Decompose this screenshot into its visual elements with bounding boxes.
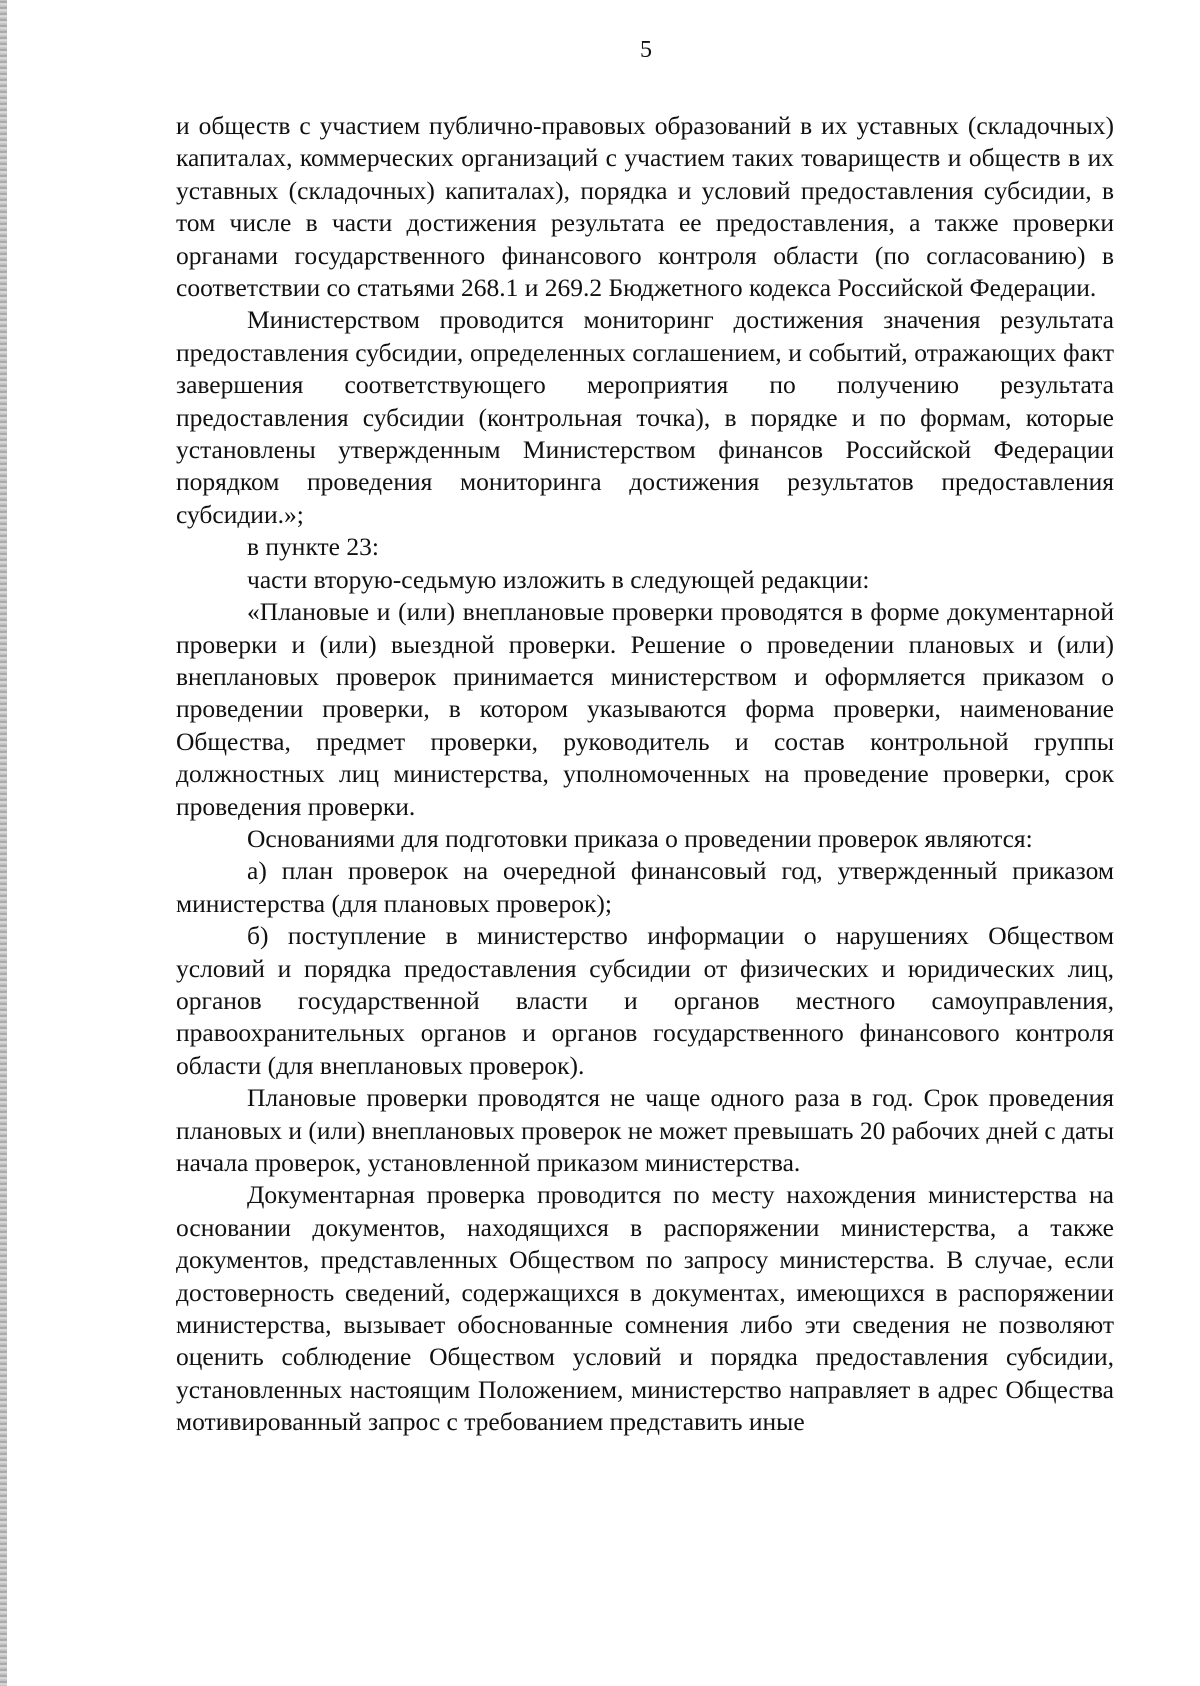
paragraph-documentary-check: Документарная проверка проводится по месту нахождения министерства на основании документов, находящихся в распоряжении министерства, а также документов, представленных Обществом по запросу министерства. В случае, если достоверность сведений, содержащихся в документах, имеющихся в распоряжении министерства, вызывает обоснованные сомнения либо эти сведения не позволяют оценить соблюдение Обществом условий и порядка предоставления субсидии, установленных настоящим Положением, министерство направляет в адрес Общества мотивированный запрос с требованием представить иные [176,1180,1114,1437]
paragraph-inspections-form: «Плановые и (или) внеплановые проверки проводятся в форме документарной проверки и (или) выездной проверки. Решение о проведении плановых и (или) внеплановых проверок принимается министерством и оформляется приказом о проведении проверки, в котором указываются форма проверки, наименование Общества, предмет проверки, руководитель и состав контрольной группы должностных лиц министерства, уполномоченных на проведение проверки, срок проведения проверки. [176,597,1114,821]
list-item-b: б) поступление в министерство информации о нарушениях Обществом условий и порядка предоставления субсидии от физических и юридических лиц, органов государственной власти и органов местного самоуправления, правоохранительных органов и органов государственного финансового контроля области (для внеплановых проверок). [176,921,1114,1080]
paragraph-item-23: в пункте 23: [247,532,379,562]
page-number: 5 [640,37,652,63]
list-item-a: а) план проверок на очередной финансовый год, утвержденный приказом министерства (для плановых проверок); [176,856,1114,918]
paragraph-monitoring: Министерством проводится мониторинг достижения значения результата предоставления субсидии, определенных соглашением, и событий, отражающих факт завершения соответствующего мероприятия по получению результата предоставления субсидии (контрольная точка), в порядке и по формам, которые установлены утвержденным Министерством финансов Российской Федерации порядком проведения мониторинга достижения результатов предоставления субсидии.»; [176,305,1114,529]
document-body [176,110,1114,1439]
paragraph-grounds: Основаниями для подготовки приказа о проведении проверок являются: [247,823,1033,853]
paragraph-amendment-intro: части вторую-седьмую изложить в следующей редакции: [247,564,870,594]
paragraph-planned-frequency: Плановые проверки проводятся не чаще одного раза в год. Срок проведения плановых и (или) внеплановых проверок не может превышать 20 рабочих дней с даты начала проверок, установленной приказом министерства. [176,1083,1114,1177]
paragraph-continuation: и обществ с участием публично-правовых образований в их уставных (складочных) капиталах, коммерческих организаций с участием таких товариществ и обществ в их уставных (складочных) капиталах), порядка и условий предоставления субсидии, в том числе в части достижения результата ее предоставления, а также проверки органами государственного финансового контроля области (по согласованию) в соответствии со статьями 268.1 и 269.2 Бюджетного кодекса Российской Федерации. [176,111,1114,303]
scan-edge [0,0,7,1686]
